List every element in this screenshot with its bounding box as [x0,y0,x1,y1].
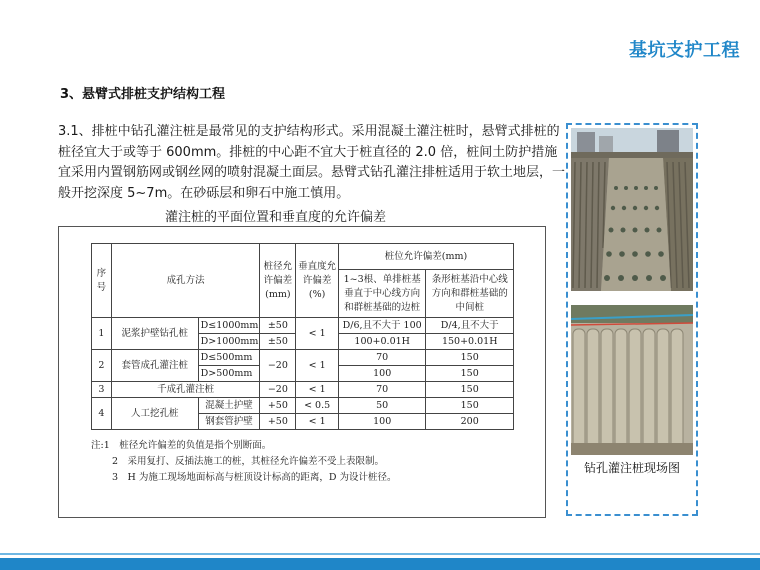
cell-vertical: < 0.5 [296,398,339,414]
cell-diameter: −20 [260,382,296,398]
header-position-b: 条形桩基沿中心线方向和群桩基础的中间桩 [426,270,514,318]
cell-position-a: 100 [338,366,426,382]
cell-vertical: < 1 [296,318,339,350]
cell-method: 人工挖孔桩 [111,398,198,430]
cell-sub: 钢套管护壁 [198,414,260,430]
cell-seq: 3 [92,382,112,398]
cell-diameter: ±50 [260,318,296,334]
deviation-table-frame [58,226,546,518]
slide-title: 基坑支护工程 [629,40,740,61]
footer-bar [0,558,760,570]
cell-sub: D>500mm [198,366,260,382]
cell-method: 泥浆护壁钻孔桩 [111,318,198,350]
header-method: 成孔方法 [111,244,260,318]
pile-wall-photo [571,305,693,455]
cell-position-b: 200 [426,414,514,430]
excavation-photo-image [571,128,693,291]
note-2: 2 采用复打、反插法施工的桩，其桩径允许偏差不受上表限制。 [112,456,385,467]
cell-sub: D≤500mm [198,350,260,366]
table-row [92,350,514,366]
cell-sub: 混凝土护壁 [198,398,260,414]
cell-diameter: +50 [260,398,296,414]
cell-position-a: 70 [338,382,426,398]
cell-position-b: 150 [426,398,514,414]
note-3: 3 H 为施工现场地面标高与桩顶设计标高的距离，D 为设计桩径。 [112,472,397,483]
cell-vertical: < 1 [296,414,339,430]
cell-seq: 2 [92,350,112,382]
cell-position-b: 150 [426,366,514,382]
cell-position-a: 100 [338,414,426,430]
table-notes [91,438,531,486]
header-diameter: 桩径允许偏差(mm) [260,244,296,318]
cell-diameter: −20 [260,350,296,382]
table-caption: 灌注桩的平面位置和垂直度的允许偏差 [165,210,387,225]
pile-wall-photo-image [571,305,693,455]
table-row [92,382,514,398]
cell-sub: D>1000mm [198,334,260,350]
cell-seq: 4 [92,398,112,430]
section-heading: 3、悬臂式排桩支护结构工程 [60,87,226,102]
cell-position-a: D/6,且不大于 100 [338,318,426,334]
cell-position-b: D/4,且不大于 [426,318,514,334]
cell-position-a: 100+0.01H [338,334,426,350]
header-vertical: 垂直度允许偏差(%) [296,244,339,318]
table-row [92,398,514,414]
cell-sub: D≤1000mm [198,318,260,334]
footer-accent-line [0,553,760,555]
cell-position-b: 150 [426,350,514,366]
cell-position-b: 150+0.01H [426,334,514,350]
header-position-a: 1~3根、单排桩基垂直于中心线方向和群桩基础的边桩 [338,270,426,318]
cell-diameter: ±50 [260,334,296,350]
header-position: 桩位允许偏差(mm) [338,244,513,270]
cell-seq: 1 [92,318,112,350]
header-seq: 序号 [92,244,112,318]
photo-caption: 钻孔灌注桩现场图 [583,461,680,475]
cell-position-a: 50 [338,398,426,414]
deviation-table [91,243,514,430]
note-1: 注:1 桩径允许偏差的负值是指个别断面。 [91,440,272,451]
cell-method: 千成孔灌注桩 [111,382,260,398]
cell-position-a: 70 [338,350,426,366]
table-row [92,318,514,334]
cell-vertical: < 1 [296,382,339,398]
pile-pit-photo [571,128,693,291]
cell-diameter: +50 [260,414,296,430]
cell-vertical: < 1 [296,350,339,382]
cell-method: 套管成孔灌注桩 [111,350,198,382]
photo-frame [566,123,698,516]
cell-position-b: 150 [426,382,514,398]
intro-paragraph: 3.1、排桩中钻孔灌注桩是最常见的支护结构形式。采用混凝土灌注桩时，悬臂式排桩的桩径宜大于或等于 600mm。排桩的中心距不宜大于桩直径的 2.0 倍，桩间土防护措施宜采用内置钢筋网或钢丝网的喷射混凝土面层。悬臂式钻孔灌注排桩适用于软土地层，一般开挖深度 5~7m。在砂砾层和卵石中施工慎用。 [58,124,566,201]
